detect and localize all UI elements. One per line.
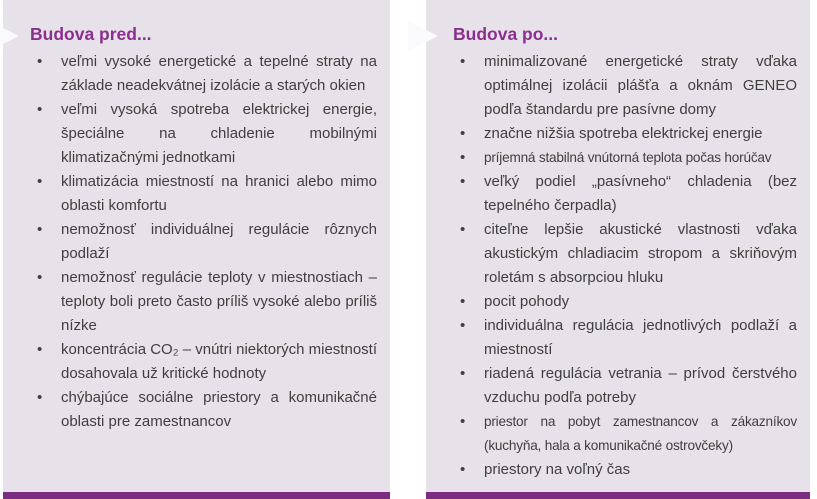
list-item xyxy=(426,290,797,314)
list-item xyxy=(3,98,377,170)
list-item xyxy=(426,146,797,170)
bullet-icon: • xyxy=(37,101,43,118)
bullet-icon: • xyxy=(460,317,466,334)
list-item-text: nemožnosť regulácie teploty v miestnostiach – teploty boli preto často príliš vysoké alebo príliš nízke xyxy=(61,269,377,334)
list-item xyxy=(426,410,797,458)
list-item-text: príjemná stabilná vnútorná teplota počas horúčav xyxy=(484,150,772,165)
list-item-text: značne nižšia spotreba elektrickej energie xyxy=(484,125,763,142)
list-item xyxy=(3,266,377,338)
list-item xyxy=(426,170,797,218)
bullet-icon: • xyxy=(37,53,43,70)
list-item-text: pocit pohody xyxy=(484,293,570,310)
panel-before xyxy=(3,0,390,499)
list-item-text: veľmi vysoké energetické a tepelné straty na základe neadekvátnej izolácie a starých okien xyxy=(61,53,377,94)
list-item-text: veľmi vysoká spotreba elektrickej energie, špeciálne na chladenie mobilnými klimatizačnými jednotkami xyxy=(61,101,377,166)
bullet-icon: • xyxy=(37,269,43,286)
bullet-icon: • xyxy=(460,125,466,142)
list-item xyxy=(3,338,377,386)
list-item-text: minimalizované energetické straty vďaka optimálnej izolácii plášťa a oknám GENEO podľa štandardu pre pasívne domy xyxy=(484,53,797,118)
bullet-icon: • xyxy=(460,53,466,70)
bullet-icon: • xyxy=(37,173,43,190)
list-item-text: klimatizácia miestností na hranici alebo mimo oblasti komfortu xyxy=(61,173,377,214)
bullet-list xyxy=(426,50,810,482)
bullet-icon: • xyxy=(37,341,43,358)
bullet-icon: • xyxy=(460,413,466,430)
list-item-text: riadená regulácia vetrania – prívod čerstvého vzduchu podľa potreby xyxy=(484,365,797,406)
bullet-icon: • xyxy=(460,293,466,310)
list-item xyxy=(3,50,377,98)
bullet-list xyxy=(3,50,390,434)
bullet-icon: • xyxy=(460,221,466,238)
bullet-icon: • xyxy=(460,149,466,166)
bottom-bar xyxy=(426,492,810,499)
list-item xyxy=(3,170,377,218)
list-item xyxy=(426,458,797,482)
bullet-icon: • xyxy=(37,389,43,406)
list-item xyxy=(426,218,797,290)
list-item-text: individuálna regulácia jednotlivých podlaží a miestností xyxy=(484,317,797,358)
list-item-text: koncentrácia CO₂ – vnútri niektorých miestností dosahovala už kritické hodnoty xyxy=(61,341,377,382)
list-item-text: priestor na pobyt zamestnancov a zákazníkov (kuchyňa, hala a komunikačné ostrovčeky) xyxy=(484,414,797,453)
list-item-text: chýbajúce sociálne priestory a komunikačné oblasti pre zamestnancov xyxy=(61,389,377,430)
list-item-text: nemožnosť individuálnej regulácie rôznych podlaží xyxy=(61,221,377,262)
list-item xyxy=(426,50,797,122)
list-item-text: veľký podiel „pasívneho“ chladenia (bez tepelného čerpadla) xyxy=(484,173,797,214)
list-item xyxy=(426,314,797,362)
panel-title: Budova po... xyxy=(453,24,558,44)
bullet-icon: • xyxy=(460,173,466,190)
bottom-bar xyxy=(3,492,390,499)
list-item-text: priestory na voľný čas xyxy=(484,461,631,478)
panel-after xyxy=(426,0,810,499)
list-item xyxy=(426,122,797,146)
bullet-icon: • xyxy=(460,461,466,478)
list-item xyxy=(426,362,797,410)
list-item xyxy=(3,386,377,434)
bullet-icon: • xyxy=(460,365,466,382)
panel-title: Budova pred... xyxy=(30,24,152,44)
bullet-icon: • xyxy=(37,221,43,238)
list-item-text: citeľne lepšie akustické vlastnosti vďaka akustickým chladiacim stropom a skriňovým roletám s absorpciou hluku xyxy=(484,221,797,286)
list-item xyxy=(3,218,377,266)
